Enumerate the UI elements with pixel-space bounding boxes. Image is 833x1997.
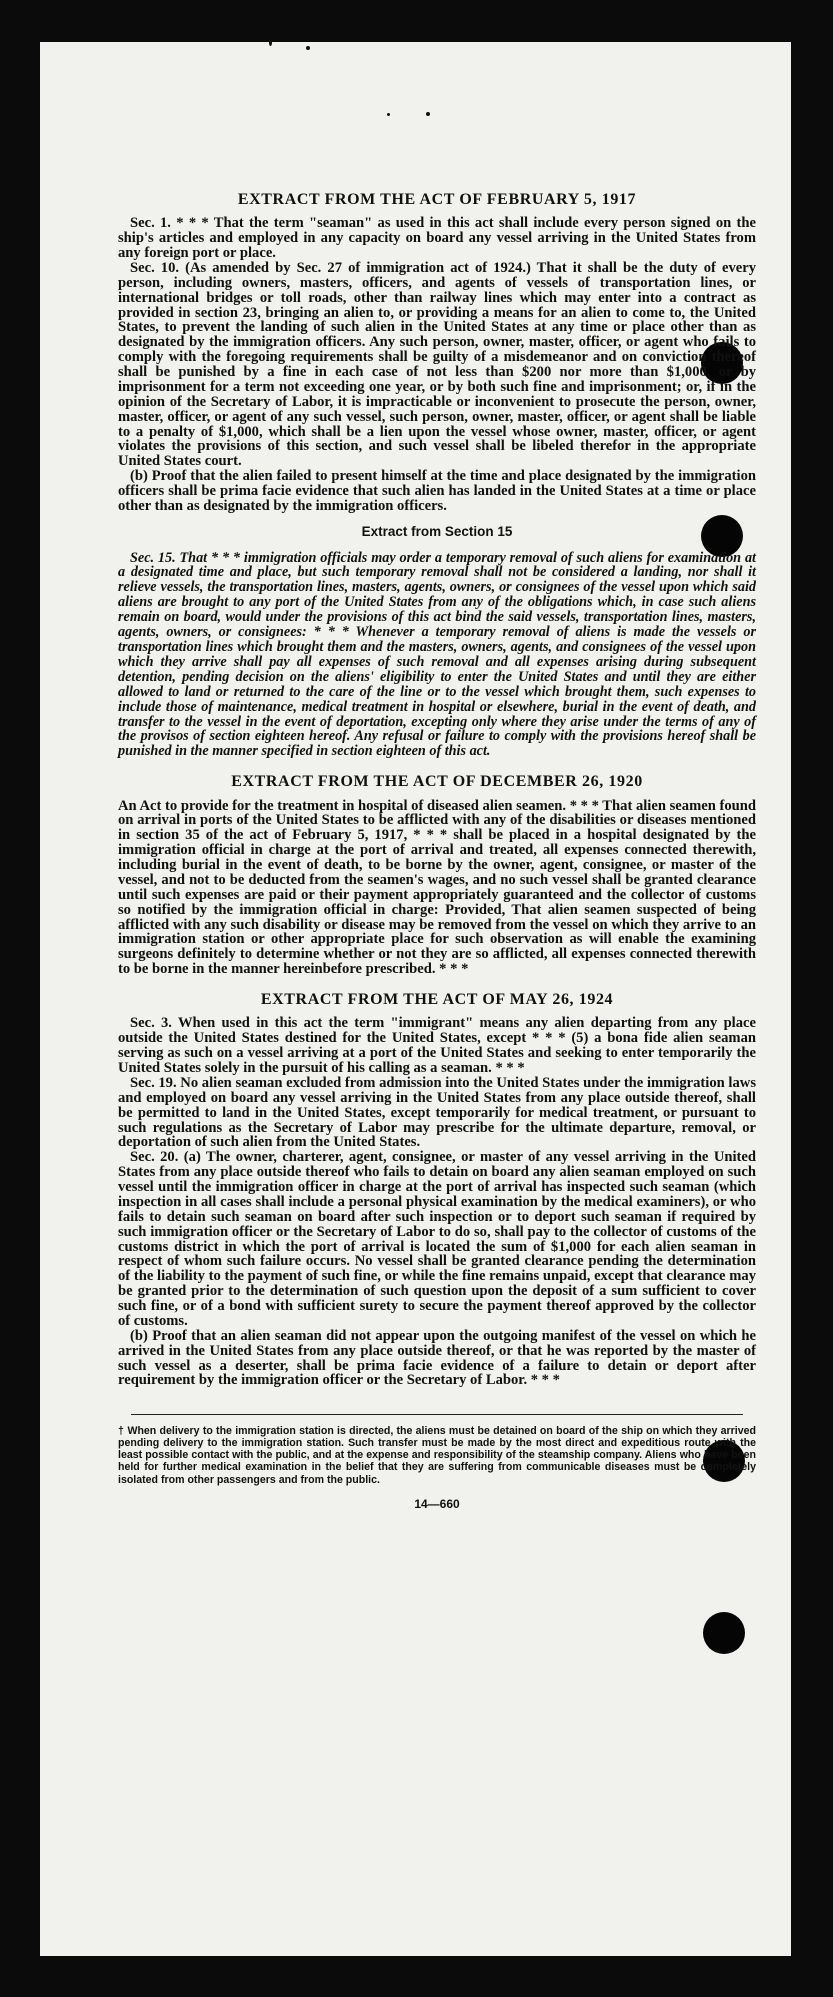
paragraph: An Act to provide for the treatment in hospital of diseased alien seamen. * * * That alien seamen found on arrival in ports of the United States to be afflicted with any of the disabilities or diseases mentioned in section 35 of the act of February 5, 1917, * * * shall be placed in a hospital designated by the immigration official in charge at the port of arrival and treated, all expenses connected therewith, including burial in the event of death, to be borne by the owner, agent, consignee, or master of the vessel, and not to be deducted from the seamen's wages, and no such vessel shall be granted clearance until such expenses are paid or their payment appropriately guaranteed and the collector of customs so notified by the immigration official in charge: Provided, That alien seamen suspected of being afflicted with any such disability or disease may be removed from the vessel on which they arrive to an immigration station or other appropriate place for such observation as will enable the examining surgeons definitely to determine whether or not they are so afflicted, all expenses connected therewith to be borne in the manner hereinbefore prescribed. * * * <box>118 797 756 978</box>
section-heading: EXTRACT FROM THE ACT OF DECEMBER 26, 1920 <box>231 773 643 791</box>
speck-mark <box>426 112 430 116</box>
document-content <box>118 192 756 1510</box>
page-number: 14—660 <box>414 1496 460 1511</box>
paragraph: Sec. 19. No alien seaman excluded from admission into the United States under the immigration laws and employed on board any vessel arriving in the United States from any place outside thereof, shall be permitted to land in the United States, except temporarily for medical treatment, or pursuant to such regulations as the Secretary of Labor may prescribe for the ultimate departure, removal, or deportation of such alien from the United States. <box>118 1074 756 1151</box>
speck-mark <box>387 113 390 116</box>
paragraph: (b) Proof that the alien failed to present himself at the time and place designated by the immigration officers shall be prima facie evidence that such alien has landed in the United States at a time or place other than as designated by the immigration officers. <box>118 468 756 514</box>
italic-paragraph: Sec. 15. That * * * immigration officials may order a temporary removal of such aliens for examination at a designated time and place, but such temporary removal shall not be considered a landing, nor shall it relieve vessels, the transportation lines, masters, agents, owners, or consignees of the vessel upon which said aliens are brought to any port of the United States from any of the obligations which, in case such aliens remain on board, would under the provisions of this act bind the said vessels, transportation lines, masters, agents, owners, or consignees: * * * Whenever a temporary removal of aliens is made the vessels or transportation lines which brought them and the masters, owners, agents, and consignees of the vessel upon which they arrive shall pay all expenses of such removal and all expenses arising during subsequent detention, pending decision on the aliens' eligibility to enter the United States and until they are either allowed to land or returned to the care of the line or to the vessel which brought them, such expenses to include those of maintenance, medical treatment in hospital or elsewhere, burial in the event of death, and transfer to the vessel in the event of deportation, excepting only where they arise under the terms of any of the provisos of section eighteen hereof. Any refusal or failure to comply with the provisions hereof shall be punished in the manner specified in section eighteen of this act. <box>118 549 756 760</box>
paragraph: Sec. 1. * * * That the term "seaman" as used in this act shall include every person signed on the ship's articles and employed in any capacity on board any vessel arriving in the United States from any foreign port or place. <box>118 215 756 262</box>
punch-hole <box>703 1612 745 1654</box>
footnote: † When delivery to the immigration station is directed, the aliens must be detained on board of the ship on which they arrived pending delivery to the immigration station. Such transfer must be made by the most direct and expeditious route with the least possible contact with the public, and at the expense and responsibility of the steamship company. Aliens who have been held for further medical examination in the belief that they are suffering from communicable diseases must be completely isolated from other passengers and from the public. <box>118 1425 756 1486</box>
footnote-divider <box>131 1414 743 1415</box>
paragraph: Sec. 20. (a) The owner, charterer, agent, consignee, or master of any vessel arriving in the United States from any place outside thereof who fails to detain on board any alien seaman employed on such vessel until the immigration officer in charge at the port of arrival has inspected such seaman (which inspection in all cases shall include a personal physical examination by the medical examiners), or who fails to detain such seaman on board after such inspection or to deport such seaman if required by such immigration officer or the Secretary of Labor to do so, shall pay to the collector of customs of the customs district in which the port of arrival is located the sum of $1,000 for each alien seaman in respect of whom such failure occurs. No vessel shall be granted clearance pending the determination of the liability to the payment of such fine, or while the fine remains unpaid, except that clearance may be granted prior to the determination of such question upon the deposit of a sum sufficient to cover such fine, or of a bond with sufficient surety to secure the payment thereof approved by the collector of customs. <box>118 1149 756 1329</box>
paragraph: Sec. 10. (As amended by Sec. 27 of immigration act of 1924.) That it shall be the duty of every person, including owners, masters, officers, and agents of vessels of transportation lines, or international bridges or toll roads, other than railway lines which may enter into a contract as provided in section 23, bringing an alien to, or providing a means for an alien to come to, the United States, to prevent the landing of such alien in the United States at any time or place other than as designated by the immigration officers. Any such person, owner, master, officer, or agent who fails to comply with the foregoing requirements shall be guilty of a misdemeanor and on conviction thereof shall be punished by a fine in each case of not less than $200 nor more than $1,000, or by imprisonment for a term not exceeding one year, or by both such fine and imprisonment; or, if in the opinion of the Secretary of Labor, it is impracticable or inconvenient to prosecute the person, owner, master, officer, or agent of any such vessel, such person, owner, master, officer, or agent shall be liable to a penalty of $1,000, which shall be a lien upon the vessel whose owner, master, officer, or agent violates the provisions of this section, and such vessel shall be libeled therefor in the appropriate United States court. <box>118 259 756 470</box>
document-page <box>40 42 791 1956</box>
speck-mark <box>269 42 272 46</box>
section-heading: EXTRACT FROM THE ACT OF FEBRUARY 5, 1917 <box>237 191 637 208</box>
section-heading: EXTRACT FROM THE ACT OF MAY 26, 1924 <box>260 991 614 1009</box>
section-subheading: Extract from Section 15 <box>361 523 513 539</box>
paragraph: (b) Proof that an alien seaman did not appear upon the outgoing manifest of the vessel on which he arrived in the United States from any place outside thereof, or that he was reported by the master of such vessel as a deserter, shall be prima facie evidence of a failure to detain or deport after requirement by the immigration officer or the Secretary of Labor. * * * <box>118 1327 756 1389</box>
paragraph: Sec. 3. When used in this act the term "immigrant" means any alien departing from any place outside the United States destined for the United States, except * * * (5) a bona fide alien seaman serving as such on a vessel arriving at a port of the United States and seeking to enter temporarily the United States solely in the pursuit of his calling as a seaman. * * * <box>118 1015 756 1077</box>
speck-mark <box>306 46 310 50</box>
